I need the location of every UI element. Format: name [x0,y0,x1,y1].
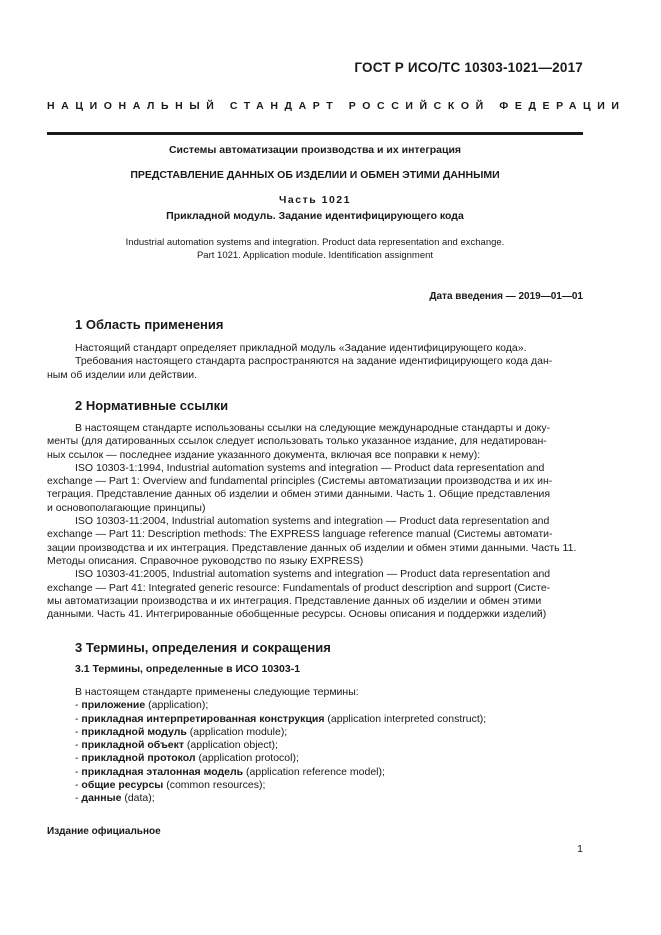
page-number: 1 [577,843,583,855]
title-series: Системы автоматизации производства и их интеграция [168,144,462,156]
term-translation: (application reference model); [243,765,385,778]
header-rule [47,132,583,135]
text-line: ISO 10303-1:1994, Industrial automation systems and integration — Product data representation and [75,461,545,474]
introduction-date: Дата введения — 2019—01—01 [429,291,583,302]
text-line: exchange — Part 1: Overview and fundamental principles (Системы автоматизации производства и их ин- [47,475,553,488]
text-line: менты (для датированных ссылок следует использовать только указанное издание, для недатирован- [47,435,547,448]
section-body [47,422,583,621]
term-translation: (application protocol); [195,752,299,765]
term-item [47,792,583,805]
text-line: ISO 10303-11:2004, Industrial automation systems and integration — Product data representation and [75,515,550,528]
term-dash: - [75,765,82,778]
term-translation: (application module); [186,725,288,738]
section-heading: 1 Область применения [75,317,224,332]
term-dash: - [75,699,82,712]
text-line: ным об изделии или действии. [47,368,197,381]
term-translation: (application interpreted construct); [324,712,487,725]
term-item [47,726,583,739]
term-item [47,739,583,752]
official-edition-label: Издание официальное [47,826,161,837]
term-name: прикладной объект [81,739,184,752]
term-name: приложение [81,699,146,712]
text-line: данными. Часть 41. Интегрированные обобщенные ресурсы. Основы описания и поддержки изделий) [47,608,547,621]
subsection-heading: 3.1 Термины, определенные в ИСО 10303-1 [75,663,301,675]
term-dash: - [75,792,82,805]
term-name: прикладная эталонная модель [81,765,244,778]
text-line: exchange — Part 41: Integrated generic resource: Fundamentals of product description and support (Систе- [47,581,551,594]
term-translation: (data); [121,792,155,805]
term-dash: - [75,752,82,765]
title-subtitle: Прикладной модуль. Задание идентифицирующего кода [166,210,464,222]
terms-list [47,686,583,806]
text-line: и основополагающие принципы) [47,501,206,514]
text-line: Методы описания. Справочное руководство по языку EXPRESS) [47,554,364,567]
title-english [47,236,583,262]
title-main: ПРЕДСТАВЛЕНИЕ ДАННЫХ ОБ ИЗДЕЛИИ И ОБМЕН ЭТИМИ ДАННЫМИ [130,169,500,181]
term-item [47,779,583,792]
text-line: ISO 10303-41:2005, Industrial automation systems and integration — Product data representation and [75,568,551,581]
term-name: общие ресурсы [81,779,164,792]
section-body [47,342,583,382]
title-part: Часть 1021 [279,194,351,206]
text-line: Настоящий стандарт определяет прикладной модуль «Задание идентифицирующего кода». [75,342,527,354]
title-english-line: Part 1021. Application module. Identification assignment [196,250,434,261]
text-line: зации производства и их интеграция. Представление данных об изделии и обмен этими данными. Часть 11. [47,541,577,554]
text-line: ных ссылок — последнее издание указанного документа, включая все поправки к нему): [47,448,481,461]
term-name: прикладная интерпретированная конструкция [81,712,325,725]
term-dash: - [75,712,82,725]
term-translation: (application); [145,699,209,712]
term-item [47,713,583,726]
term-name: прикладной протокол [81,752,196,765]
terms-intro: В настоящем стандарте применены следующие термины: [75,686,359,698]
national-standard-banner: НАЦИОНАЛЬНЫЙ СТАНДАРТ РОССИЙСКОЙ ФЕДЕРАЦИИ [47,100,626,112]
section-heading: 2 Нормативные ссылки [75,398,229,413]
term-item [47,752,583,765]
term-name: данные [81,792,122,805]
title-english-line: Industrial automation systems and integration. Product data representation and exchange. [125,237,505,248]
section-heading: 3 Термины, определения и сокращения [75,640,331,655]
text-line: В настоящем стандарте использованы ссылки на следующие международные стандарты и доку- [75,422,551,434]
term-translation: (application object); [183,739,278,752]
term-item [47,699,583,712]
term-dash: - [75,739,82,752]
term-dash: - [75,779,82,792]
text-line: Требования настоящего стандарта распространяются на задание идентифицирующего кода дан- [75,355,553,368]
text-line: мы автоматизации производства и их интеграция. Представление данных об изделии и обмен этими [47,594,542,607]
term-name: прикладной модуль [81,725,187,738]
standard-designation: ГОСТ Р ИСО/ТС 10303-1021—2017 [354,60,583,75]
term-translation: (common resources); [163,779,266,792]
text-line: теграция. Представление данных об изделии и обмен этими данными. Часть 1. Общие представления [47,488,551,501]
term-item [47,766,583,779]
term-dash: - [75,725,82,738]
text-line: exchange — Part 11: Description methods: The EXPRESS language reference manual (Системы автомати- [47,528,553,541]
